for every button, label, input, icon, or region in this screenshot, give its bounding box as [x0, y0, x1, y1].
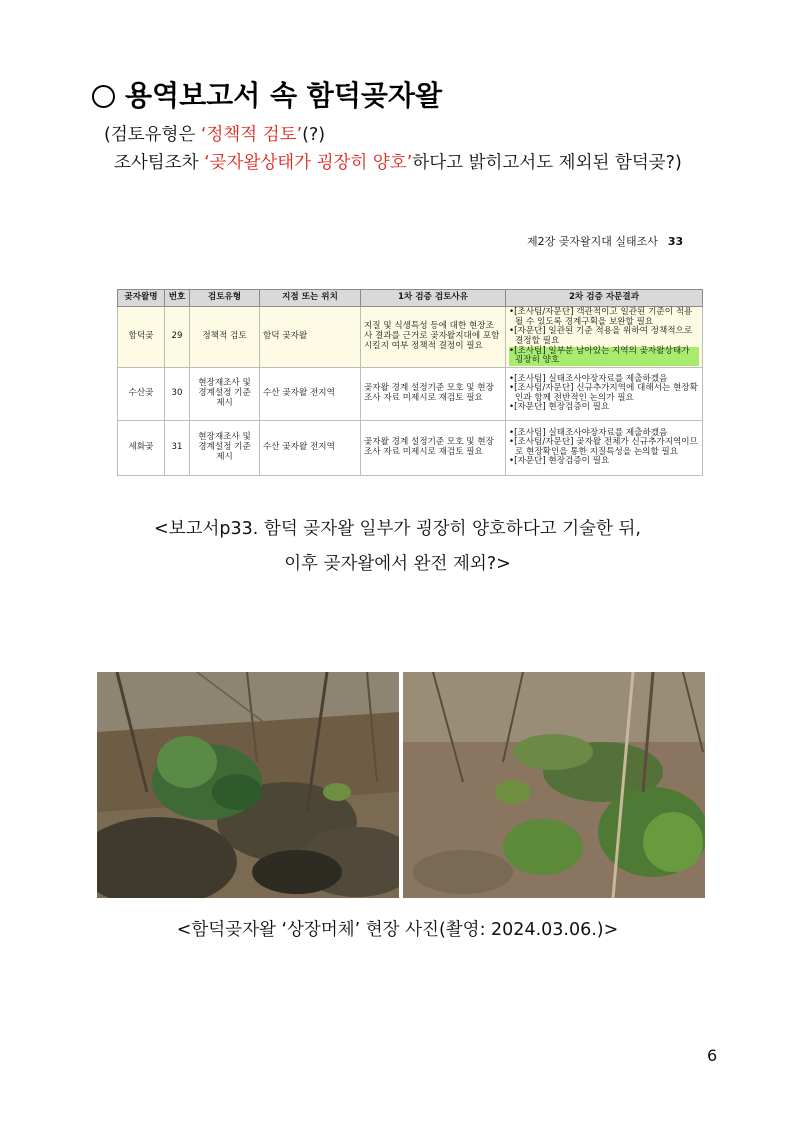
site-photo-right: [403, 672, 705, 898]
cell-location: 함덕 곶자왈: [260, 307, 361, 368]
report-page-header: 제2장 곶자왈지대 실태조사 33: [527, 235, 684, 248]
table-caption-line-2: 이후 곶자왈에서 완전 제외?>: [284, 554, 511, 574]
subtitle-review-type: (검토유형은 ‘정책적 검토’(?): [104, 125, 326, 145]
cell-name: 함덕곶: [118, 307, 165, 368]
site-photo-left: [97, 672, 399, 898]
table-caption-line-1: <보고서p33. 함덕 곶자왈 일부가 굉장히 양호하다고 기술한 뒤,: [154, 519, 641, 539]
table-header-row: [118, 290, 703, 307]
subtitle-highlight: ‘곶자왈상태가 굉장히 양호’: [204, 153, 413, 173]
cell-advice: •[조사팀] 실태조사야장자료를 제출하겠음 •[조사팀/자문단] 신규추가지역에 대해서는 현장확인과 함께 전반적인 논의가 필요 •[자문단] 현장검증이 필요: [506, 367, 703, 420]
cell-advice: •[조사팀/자문단] 객관적이고 일관된 기준이 적용될 수 있도록 경계구획을 보완할 필요 •[자문단] 일관된 기준 적용을 위하여 정책적으로 결정할 필요 •[조사팀] 일부분 남아있는 지역의 곶자왈상태가 굉장히 양호: [506, 307, 703, 368]
column-header: 2차 검증 자문결과: [506, 290, 703, 307]
cell-reason: 곶자왈 경계 설정기준 모호 및 현장조사 자료 미제시로 재검토 필요: [361, 420, 506, 475]
column-header: 번호: [165, 290, 190, 307]
highlighted-advice: •[조사팀] 일부분 남아있는 지역의 곶자왈상태가 굉장히 양호: [509, 347, 699, 366]
table-row: [118, 367, 703, 420]
table-row: [118, 420, 703, 475]
cell-name: 세화곶: [118, 420, 165, 475]
column-header: 지점 또는 위치: [260, 290, 361, 307]
cell-name: 수산곶: [118, 367, 165, 420]
page-title: 용역보고서 속 함덕곶자왈: [92, 74, 442, 114]
review-table: [117, 289, 703, 476]
cell-no: 29: [165, 307, 190, 368]
cell-location: 수산 곶자왈 전지역: [260, 420, 361, 475]
cell-type: 현장재조사 및 경계설정 기준 제시: [190, 367, 260, 420]
cell-reason: 지질 및 식생특성 등에 대한 현장조사 결과를 근거로 곶자왈지대에 포함시킬지 여부 정책적 결정이 필요: [361, 307, 506, 368]
circle-bullet-icon: [92, 85, 115, 108]
subtitle-highlight: ‘정책적 검토’: [200, 125, 303, 145]
column-header: 1차 검증 검토사유: [361, 290, 506, 307]
photo-caption: <함덕곶자왈 ‘상장머체’ 현장 사진(촬영: 2024.03.06.)>: [176, 920, 619, 940]
page-number: 6: [707, 1046, 718, 1065]
cell-location: 수산 곶자왈 전지역: [260, 367, 361, 420]
cell-reason: 곶자왈 경계 설정기준 모호 및 현장조사 자료 미제시로 재검토 필요: [361, 367, 506, 420]
table-row: [118, 307, 703, 368]
cell-advice: •[조사팀] 실태조사야장자료를 제출하겠음 •[조사팀/자문단] 곶자왈 전체가 신규추가지역이므로 현장확인을 통한 지질특성을 논의할 필요 •[자문단] 현장검증이 필요: [506, 420, 703, 475]
cell-no: 31: [165, 420, 190, 475]
cell-no: 30: [165, 367, 190, 420]
subtitle-survey-note: 조사팀조차 ‘곶자왈상태가 굉장히 양호’하다고 밝히고서도 제외된 함덕곶?): [114, 153, 682, 173]
column-header: 검토유형: [190, 290, 260, 307]
column-header: 곶자왈명: [118, 290, 165, 307]
cell-type: 정책적 검토: [190, 307, 260, 368]
cell-type: 현장재조사 및 경계설정 기준 제시: [190, 420, 260, 475]
